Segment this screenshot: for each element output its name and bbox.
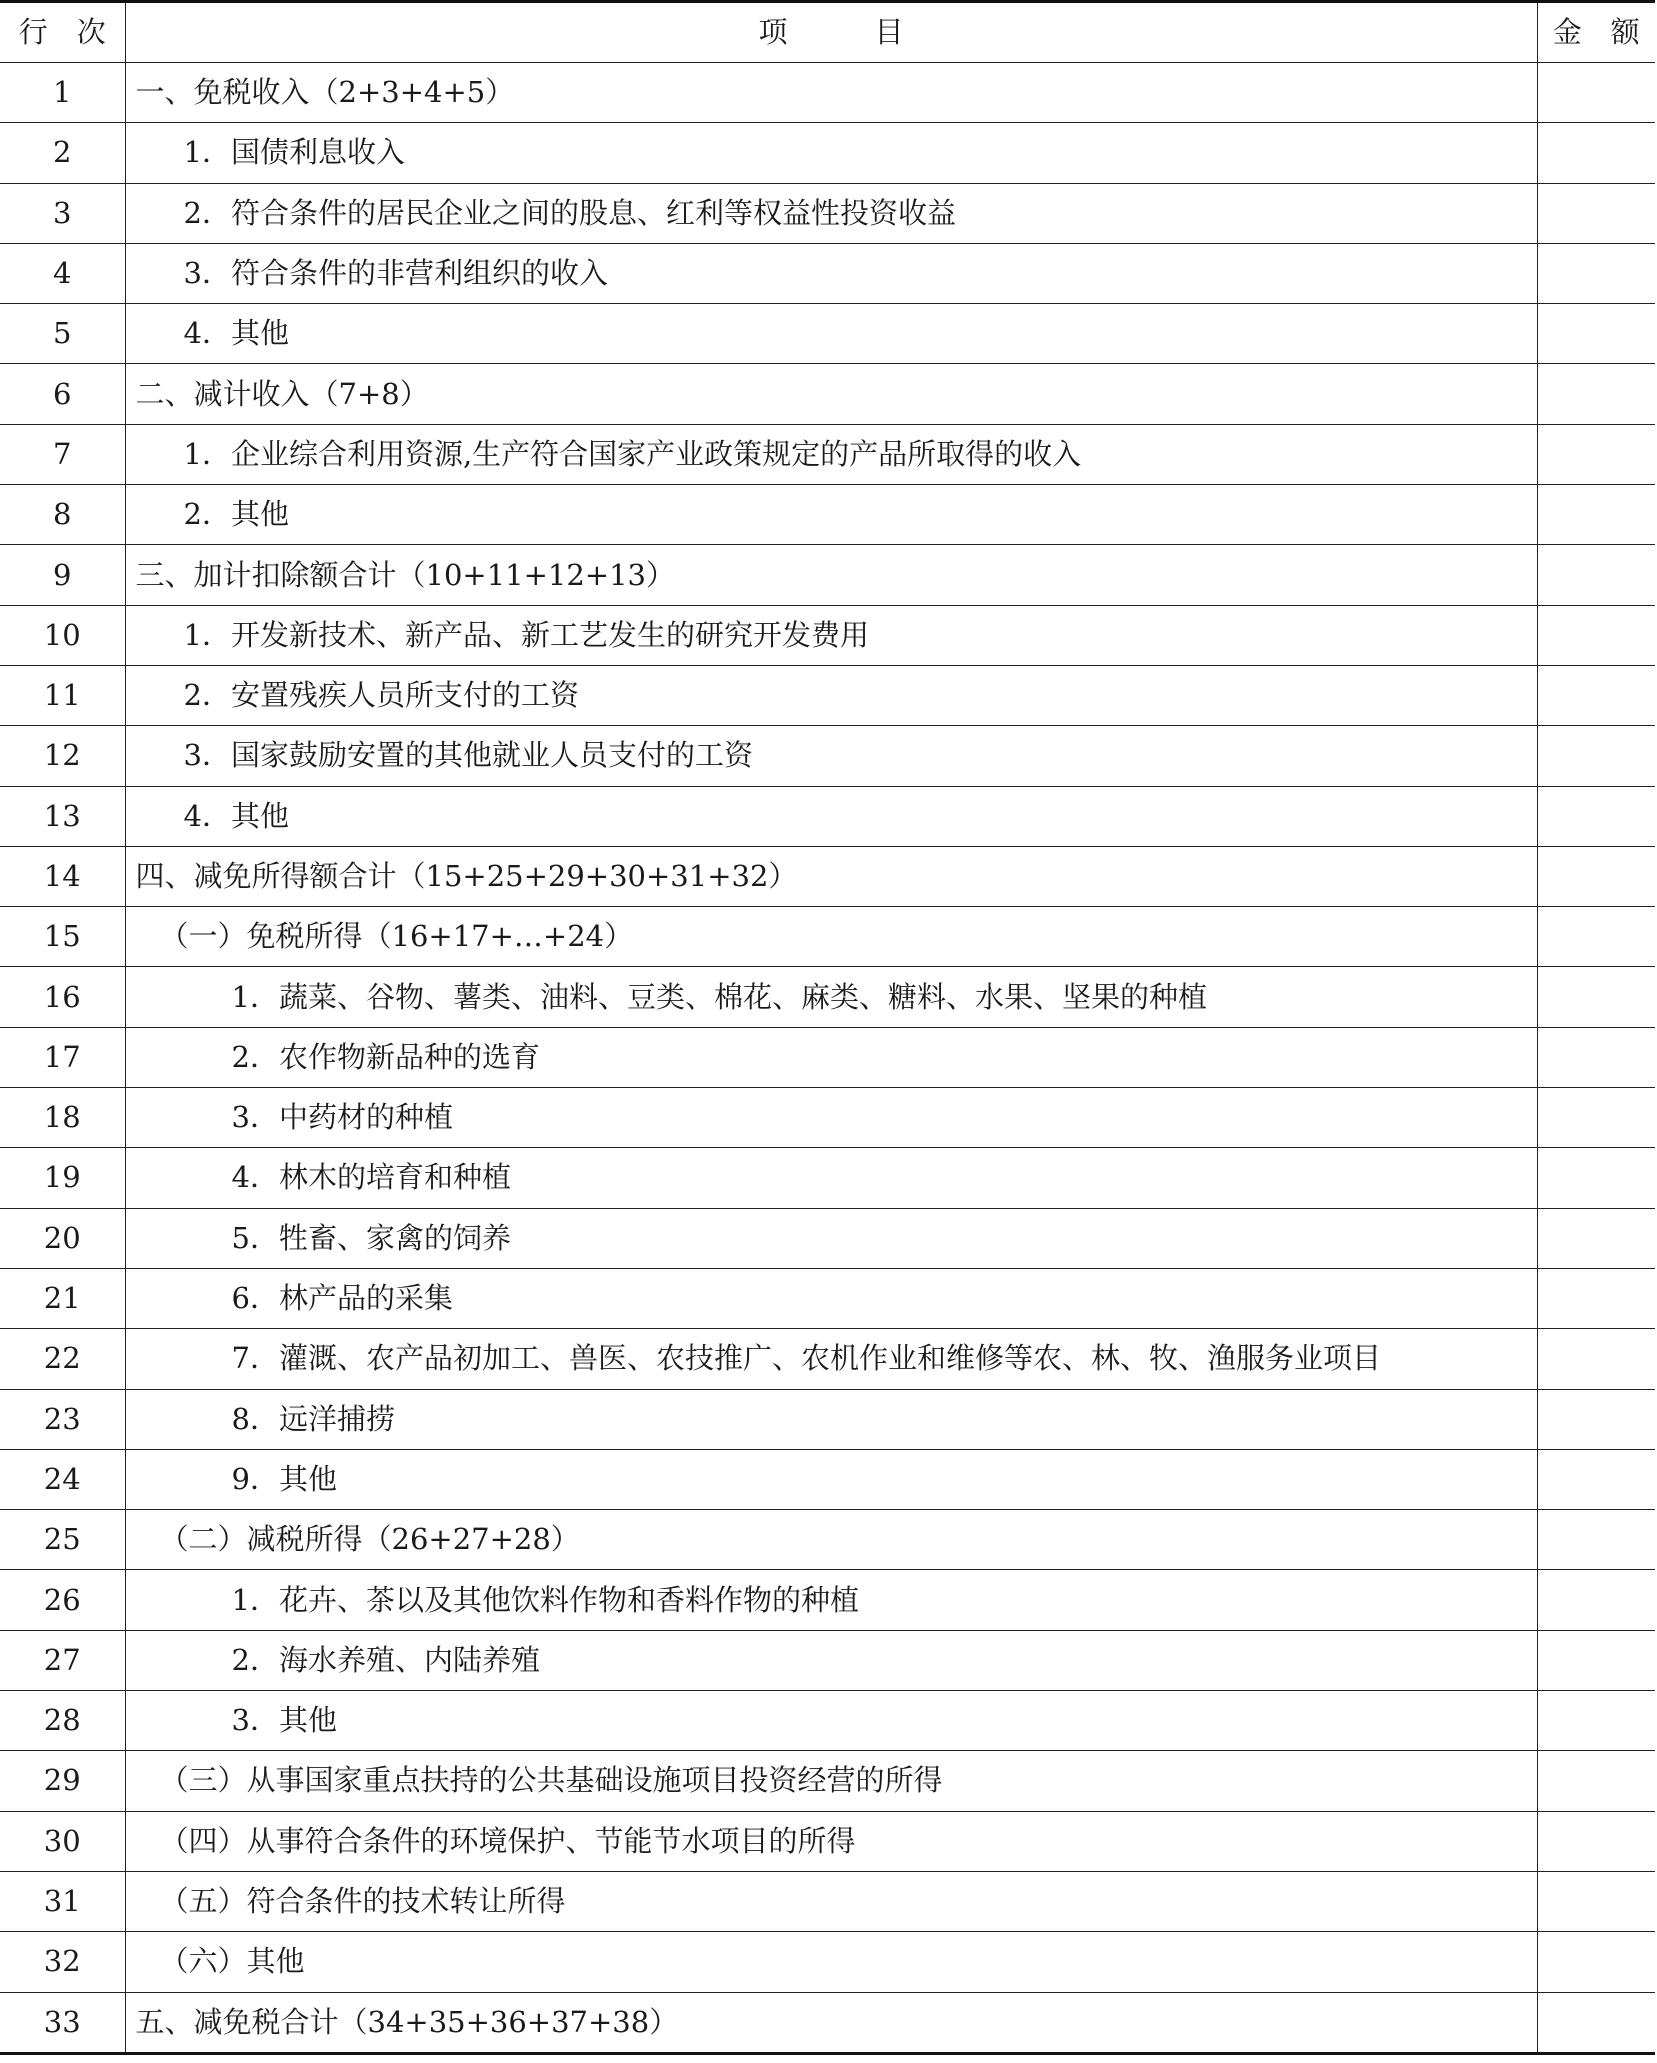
row-item-label: 1．开发新技术、新产品、新工艺发生的研究开发费用 bbox=[125, 605, 1537, 665]
row-number: 23 bbox=[0, 1389, 125, 1449]
row-item-label: 8．远洋捕捞 bbox=[125, 1389, 1537, 1449]
row-number: 18 bbox=[0, 1088, 125, 1148]
row-item-label: 4．其他 bbox=[125, 304, 1537, 364]
row-number: 21 bbox=[0, 1268, 125, 1328]
row-item-label: 3．中药材的种植 bbox=[125, 1088, 1537, 1148]
row-amount-field[interactable] bbox=[1537, 123, 1655, 183]
row-item-label: （一）免税所得（16+17+…+24） bbox=[125, 907, 1537, 967]
row-amount-field[interactable] bbox=[1537, 907, 1655, 967]
header-amount: 金 额 bbox=[1537, 2, 1655, 63]
table-row bbox=[0, 1148, 1655, 1208]
row-number: 9 bbox=[0, 545, 125, 605]
row-number: 31 bbox=[0, 1871, 125, 1931]
table-row bbox=[0, 1811, 1655, 1871]
row-number: 11 bbox=[0, 665, 125, 725]
row-item-label: 5．牲畜、家禽的饲养 bbox=[125, 1208, 1537, 1268]
row-item-label: 7．灌溉、农产品初加工、兽医、农技推广、农机作业和维修等农、林、牧、渔服务业项目 bbox=[125, 1329, 1537, 1389]
row-number: 33 bbox=[0, 1992, 125, 2053]
header-item: 项 目 bbox=[125, 2, 1537, 63]
row-item-label: 4．林木的培育和种植 bbox=[125, 1148, 1537, 1208]
row-number: 15 bbox=[0, 907, 125, 967]
row-number: 24 bbox=[0, 1449, 125, 1509]
row-item-label: （六）其他 bbox=[125, 1932, 1537, 1992]
row-amount-field[interactable] bbox=[1537, 424, 1655, 484]
row-number: 5 bbox=[0, 304, 125, 364]
table-row bbox=[0, 1932, 1655, 1992]
row-item-label: 3．符合条件的非营利组织的收入 bbox=[125, 243, 1537, 303]
row-amount-field[interactable] bbox=[1537, 1630, 1655, 1690]
table-row bbox=[0, 123, 1655, 183]
row-amount-field[interactable] bbox=[1537, 1449, 1655, 1509]
row-amount-field[interactable] bbox=[1537, 726, 1655, 786]
row-amount-field[interactable] bbox=[1537, 605, 1655, 665]
row-number: 6 bbox=[0, 364, 125, 424]
row-number: 14 bbox=[0, 846, 125, 906]
row-number: 2 bbox=[0, 123, 125, 183]
row-number: 20 bbox=[0, 1208, 125, 1268]
row-amount-field[interactable] bbox=[1537, 1389, 1655, 1449]
table-row bbox=[0, 1751, 1655, 1811]
row-amount-field[interactable] bbox=[1537, 1751, 1655, 1811]
row-number: 32 bbox=[0, 1932, 125, 1992]
row-number: 3 bbox=[0, 183, 125, 243]
row-amount-field[interactable] bbox=[1537, 1088, 1655, 1148]
table-body bbox=[0, 63, 1655, 2054]
row-amount-field[interactable] bbox=[1537, 846, 1655, 906]
row-amount-field[interactable] bbox=[1537, 1932, 1655, 1992]
row-item-label: 2．符合条件的居民企业之间的股息、红利等权益性投资收益 bbox=[125, 183, 1537, 243]
table-row bbox=[0, 1088, 1655, 1148]
row-item-label: 四、减免所得额合计（15+25+29+30+31+32） bbox=[125, 846, 1537, 906]
row-amount-field[interactable] bbox=[1537, 1992, 1655, 2053]
row-number: 22 bbox=[0, 1329, 125, 1389]
row-item-label: 1．蔬菜、谷物、薯类、油料、豆类、棉花、麻类、糖料、水果、坚果的种植 bbox=[125, 967, 1537, 1027]
row-number: 26 bbox=[0, 1570, 125, 1630]
row-amount-field[interactable] bbox=[1537, 1811, 1655, 1871]
row-item-label: 三、加计扣除额合计（10+11+12+13） bbox=[125, 545, 1537, 605]
table-row bbox=[0, 545, 1655, 605]
row-amount-field[interactable] bbox=[1537, 1510, 1655, 1570]
row-item-label: 6．林产品的采集 bbox=[125, 1268, 1537, 1328]
row-amount-field[interactable] bbox=[1537, 1148, 1655, 1208]
table-row bbox=[0, 786, 1655, 846]
table-row bbox=[0, 1027, 1655, 1087]
table-row bbox=[0, 1449, 1655, 1509]
table-row bbox=[0, 364, 1655, 424]
row-amount-field[interactable] bbox=[1537, 545, 1655, 605]
row-item-label: 五、减免税合计（34+35+36+37+38） bbox=[125, 1992, 1537, 2053]
table-row bbox=[0, 1691, 1655, 1751]
table-row bbox=[0, 726, 1655, 786]
row-item-label: （五）符合条件的技术转让所得 bbox=[125, 1871, 1537, 1931]
row-item-label: （四）从事符合条件的环境保护、节能节水项目的所得 bbox=[125, 1811, 1537, 1871]
table-row bbox=[0, 1510, 1655, 1570]
row-number: 13 bbox=[0, 786, 125, 846]
table-header bbox=[0, 2, 1655, 63]
row-item-label: 1．国债利息收入 bbox=[125, 123, 1537, 183]
row-item-label: 1．花卉、茶以及其他饮料作物和香料作物的种植 bbox=[125, 1570, 1537, 1630]
row-amount-field[interactable] bbox=[1537, 1027, 1655, 1087]
row-item-label: 3．其他 bbox=[125, 1691, 1537, 1751]
row-number: 27 bbox=[0, 1630, 125, 1690]
row-amount-field[interactable] bbox=[1537, 1208, 1655, 1268]
row-number: 4 bbox=[0, 243, 125, 303]
row-amount-field[interactable] bbox=[1537, 1268, 1655, 1328]
row-amount-field[interactable] bbox=[1537, 364, 1655, 424]
row-item-label: 2．安置残疾人员所支付的工资 bbox=[125, 665, 1537, 725]
row-item-label: （二）减税所得（26+27+28） bbox=[125, 1510, 1537, 1570]
row-item-label: 一、免税收入（2+3+4+5） bbox=[125, 63, 1537, 123]
table-row bbox=[0, 846, 1655, 906]
row-number: 28 bbox=[0, 1691, 125, 1751]
row-item-label: 二、减计收入（7+8） bbox=[125, 364, 1537, 424]
row-item-label: 3．国家鼓励安置的其他就业人员支付的工资 bbox=[125, 726, 1537, 786]
row-amount-field[interactable] bbox=[1537, 183, 1655, 243]
row-amount-field[interactable] bbox=[1537, 1570, 1655, 1630]
row-item-label: 9．其他 bbox=[125, 1449, 1537, 1509]
table-row bbox=[0, 605, 1655, 665]
table-row bbox=[0, 1208, 1655, 1268]
row-number: 12 bbox=[0, 726, 125, 786]
table-row bbox=[0, 304, 1655, 364]
row-amount-field[interactable] bbox=[1537, 243, 1655, 303]
table-row bbox=[0, 907, 1655, 967]
row-number: 17 bbox=[0, 1027, 125, 1087]
row-number: 16 bbox=[0, 967, 125, 1027]
table-row bbox=[0, 1329, 1655, 1389]
header-row bbox=[0, 2, 1655, 63]
table-row bbox=[0, 183, 1655, 243]
table-row bbox=[0, 1992, 1655, 2053]
row-number: 8 bbox=[0, 485, 125, 545]
row-amount-field[interactable] bbox=[1537, 786, 1655, 846]
table-row bbox=[0, 243, 1655, 303]
table-row bbox=[0, 967, 1655, 1027]
row-amount-field[interactable] bbox=[1537, 665, 1655, 725]
table-row bbox=[0, 1389, 1655, 1449]
row-item-label: 2．其他 bbox=[125, 485, 1537, 545]
row-amount-field[interactable] bbox=[1537, 1871, 1655, 1931]
row-item-label: 4．其他 bbox=[125, 786, 1537, 846]
table-row bbox=[0, 485, 1655, 545]
row-number: 10 bbox=[0, 605, 125, 665]
table-row bbox=[0, 1630, 1655, 1690]
table-row bbox=[0, 665, 1655, 725]
table-row bbox=[0, 1268, 1655, 1328]
row-amount-field[interactable] bbox=[1537, 1691, 1655, 1751]
row-amount-field[interactable] bbox=[1537, 1329, 1655, 1389]
row-number: 30 bbox=[0, 1811, 125, 1871]
row-number: 1 bbox=[0, 63, 125, 123]
row-amount-field[interactable] bbox=[1537, 304, 1655, 364]
row-number: 29 bbox=[0, 1751, 125, 1811]
table-row bbox=[0, 63, 1655, 123]
header-row-number: 行 次 bbox=[0, 2, 125, 63]
table-row bbox=[0, 1871, 1655, 1931]
row-number: 19 bbox=[0, 1148, 125, 1208]
row-item-label: 2．海水养殖、内陆养殖 bbox=[125, 1630, 1537, 1690]
row-amount-field[interactable] bbox=[1537, 63, 1655, 123]
table-row bbox=[0, 424, 1655, 484]
row-amount-field[interactable] bbox=[1537, 967, 1655, 1027]
table-row bbox=[0, 1570, 1655, 1630]
row-item-label: 1．企业综合利用资源,生产符合国家产业政策规定的产品所取得的收入 bbox=[125, 424, 1537, 484]
row-item-label: 2．农作物新品种的选育 bbox=[125, 1027, 1537, 1087]
row-amount-field[interactable] bbox=[1537, 485, 1655, 545]
row-number: 25 bbox=[0, 1510, 125, 1570]
row-number: 7 bbox=[0, 424, 125, 484]
row-item-label: （三）从事国家重点扶持的公共基础设施项目投资经营的所得 bbox=[125, 1751, 1537, 1811]
